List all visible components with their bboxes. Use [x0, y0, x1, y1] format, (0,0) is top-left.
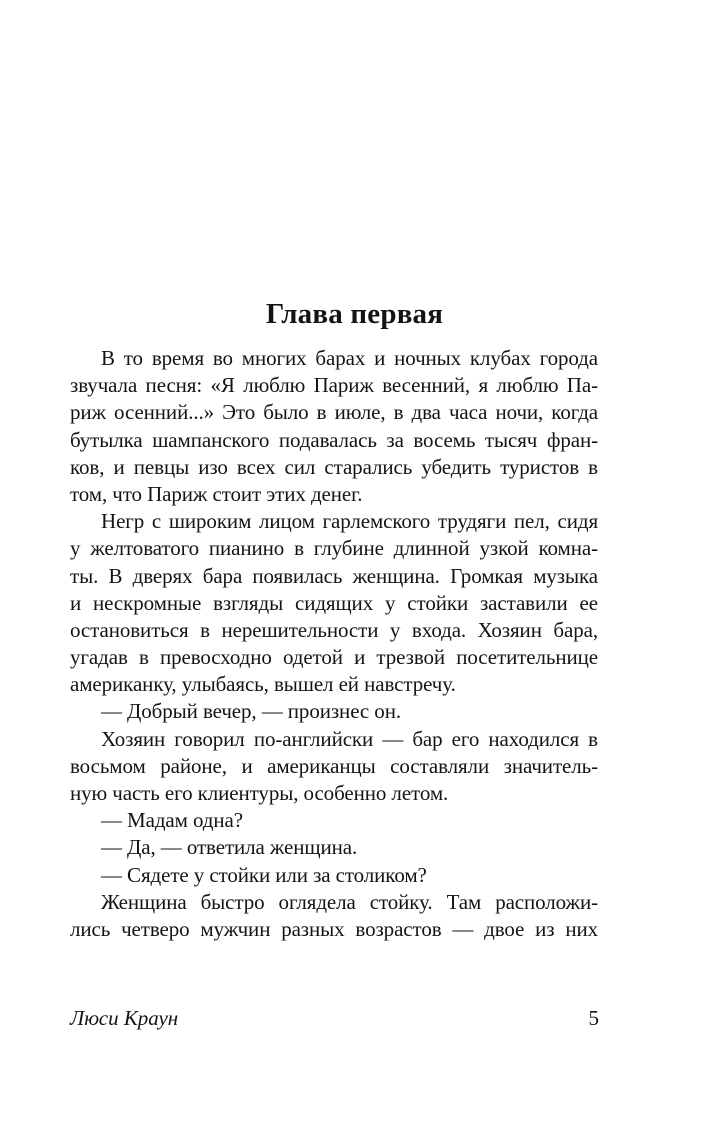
text-line: бутылка шампанского подавалась за восемь тысяч фран-: [70, 427, 598, 452]
text-line: — Мадам одна?: [101, 808, 243, 833]
text-line: — Да, — ответила женщина.: [101, 835, 358, 860]
page-number: 5: [588, 1006, 599, 1030]
text-line: В то время во многих барах и ночных клубах города: [101, 346, 598, 370]
text-line: Женщина быстро оглядела стойку. Там расположи-: [101, 889, 598, 914]
text-line: угадав в превосходно одетой и трезвой посетительнице: [70, 645, 598, 670]
text-line: ную часть его клиентуры, особенно летом.: [70, 781, 449, 805]
text-line: и нескромные взгляды сидящих у стойки заставили ее: [70, 590, 598, 615]
text-line: — Добрый вечер, — произнес он.: [101, 699, 401, 724]
text-line: риж осенний...» Это было в июле, в два часа ночи, когда: [70, 400, 598, 425]
chapter-title: Глава первая: [265, 298, 444, 330]
text-line: остановиться в нерешительности у входа. Хозяин бара,: [70, 617, 598, 642]
text-line: том, что Париж стоит этих денег.: [70, 481, 363, 506]
text-line: звучала песня: «Я люблю Париж весенний, я люблю Па-: [70, 373, 598, 398]
text-line: американку, улыбаясь, вышел ей навстречу.: [70, 672, 456, 697]
text-line: ков, и певцы изо всех сил старались убедить туристов в: [70, 454, 598, 479]
text-line: лись четверо мужчин разных возрастов — двое из них: [70, 916, 598, 941]
footer-author: Люси Краун: [70, 1006, 179, 1030]
text-line: у желтоватого пианино в глубине длинной узкой комна-: [70, 536, 598, 561]
chapter-body-text: [70, 345, 598, 943]
text-line: ты. В дверях бара появилась женщина. Громкая музыка: [70, 563, 598, 588]
text-line: Хозяин говорил по-английски — бар его находился в: [101, 726, 598, 751]
text-line: — Сядете у стойки или за столиком?: [101, 862, 427, 887]
text-line: восьмом районе, и американцы составляли значитель-: [70, 753, 598, 778]
text-line: Негр с широким лицом гарлемского трудяги пел, сидя: [101, 509, 598, 534]
